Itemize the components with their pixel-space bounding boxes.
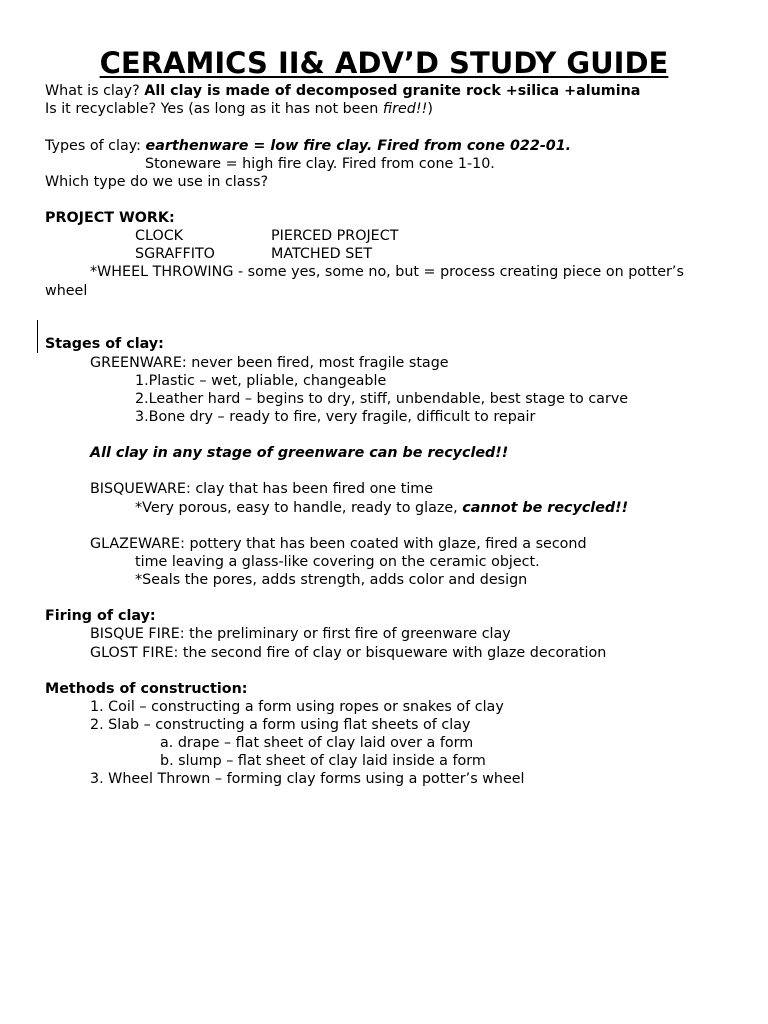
- stages-recycle-note: All clay in any stage of greenware can be recycled!!: [90, 445, 509, 461]
- greenware-item-plastic: 1.Plastic – wet, pliable, changeable: [135, 373, 387, 389]
- intro-what-is-clay: What is clay? All clay is made of decomposed granite rock +silica +alumina: [45, 83, 641, 99]
- greenware-item-bone-dry: 3.Bone dry – ready to fire, very fragile, difficult to repair: [135, 409, 536, 425]
- method-coil: 1. Coil – constructing a form using ropes or snakes of clay: [90, 699, 504, 715]
- firing-bisque: BISQUE FIRE: the preliminary or first fire of greenware clay: [90, 626, 511, 642]
- project-wheel-throwing-cont: wheel: [45, 283, 88, 299]
- project-heading: PROJECT WORK:: [45, 210, 175, 226]
- types-question: Which type do we use in class?: [45, 174, 269, 190]
- stages-greenware: GREENWARE: never been fired, most fragile stage: [90, 355, 449, 371]
- intro-recyclable: Is it recyclable? Yes (as long as it has not been fired!!): [45, 101, 433, 117]
- greenware-item-leather-hard: 2.Leather hard – begins to dry, stiff, unbendable, best stage to carve: [135, 391, 629, 407]
- text-cursor: [37, 320, 38, 353]
- stages-bisqueware: BISQUEWARE: clay that has been fired one time: [90, 481, 434, 497]
- project-wheel-throwing: *WHEEL THROWING - some yes, some no, but = process creating piece on potter’s: [90, 264, 684, 280]
- stages-heading: Stages of clay:: [45, 336, 164, 352]
- project-item-pierced: PIERCED PROJECT: [271, 228, 399, 244]
- types-stoneware: Stoneware = high fire clay. Fired from cone 1-10.: [145, 156, 495, 172]
- bisqueware-note: *Very porous, easy to handle, ready to glaze, cannot be recycled!!: [135, 500, 629, 516]
- method-slab-slump: b. slump – flat sheet of clay laid inside a form: [160, 753, 486, 769]
- firing-glost: GLOST FIRE: the second fire of clay or bisqueware with glaze decoration: [90, 645, 607, 661]
- page-title: CERAMICS II& ADV’D STUDY GUIDE: [99, 46, 669, 80]
- project-item-sgraffito: SGRAFFITO: [135, 246, 215, 262]
- glazeware-cont: time leaving a glass-like covering on the ceramic object.: [135, 554, 540, 570]
- methods-heading: Methods of construction:: [45, 681, 248, 697]
- method-slab-drape: a. drape – flat sheet of clay laid over a form: [160, 735, 474, 751]
- glazeware-note: *Seals the pores, adds strength, adds color and design: [135, 572, 528, 588]
- method-wheel-thrown: 3. Wheel Thrown – forming clay forms using a potter’s wheel: [90, 771, 525, 787]
- method-slab: 2. Slab – constructing a form using flat sheets of clay: [90, 717, 471, 733]
- stages-glazeware: GLAZEWARE: pottery that has been coated with glaze, fired a second: [90, 536, 587, 552]
- project-item-matched-set: MATCHED SET: [271, 246, 373, 262]
- project-item-clock: CLOCK: [135, 228, 184, 244]
- types-earthenware: Types of clay: earthenware = low fire clay. Fired from cone 022-01.: [45, 138, 572, 154]
- firing-heading: Firing of clay:: [45, 608, 156, 624]
